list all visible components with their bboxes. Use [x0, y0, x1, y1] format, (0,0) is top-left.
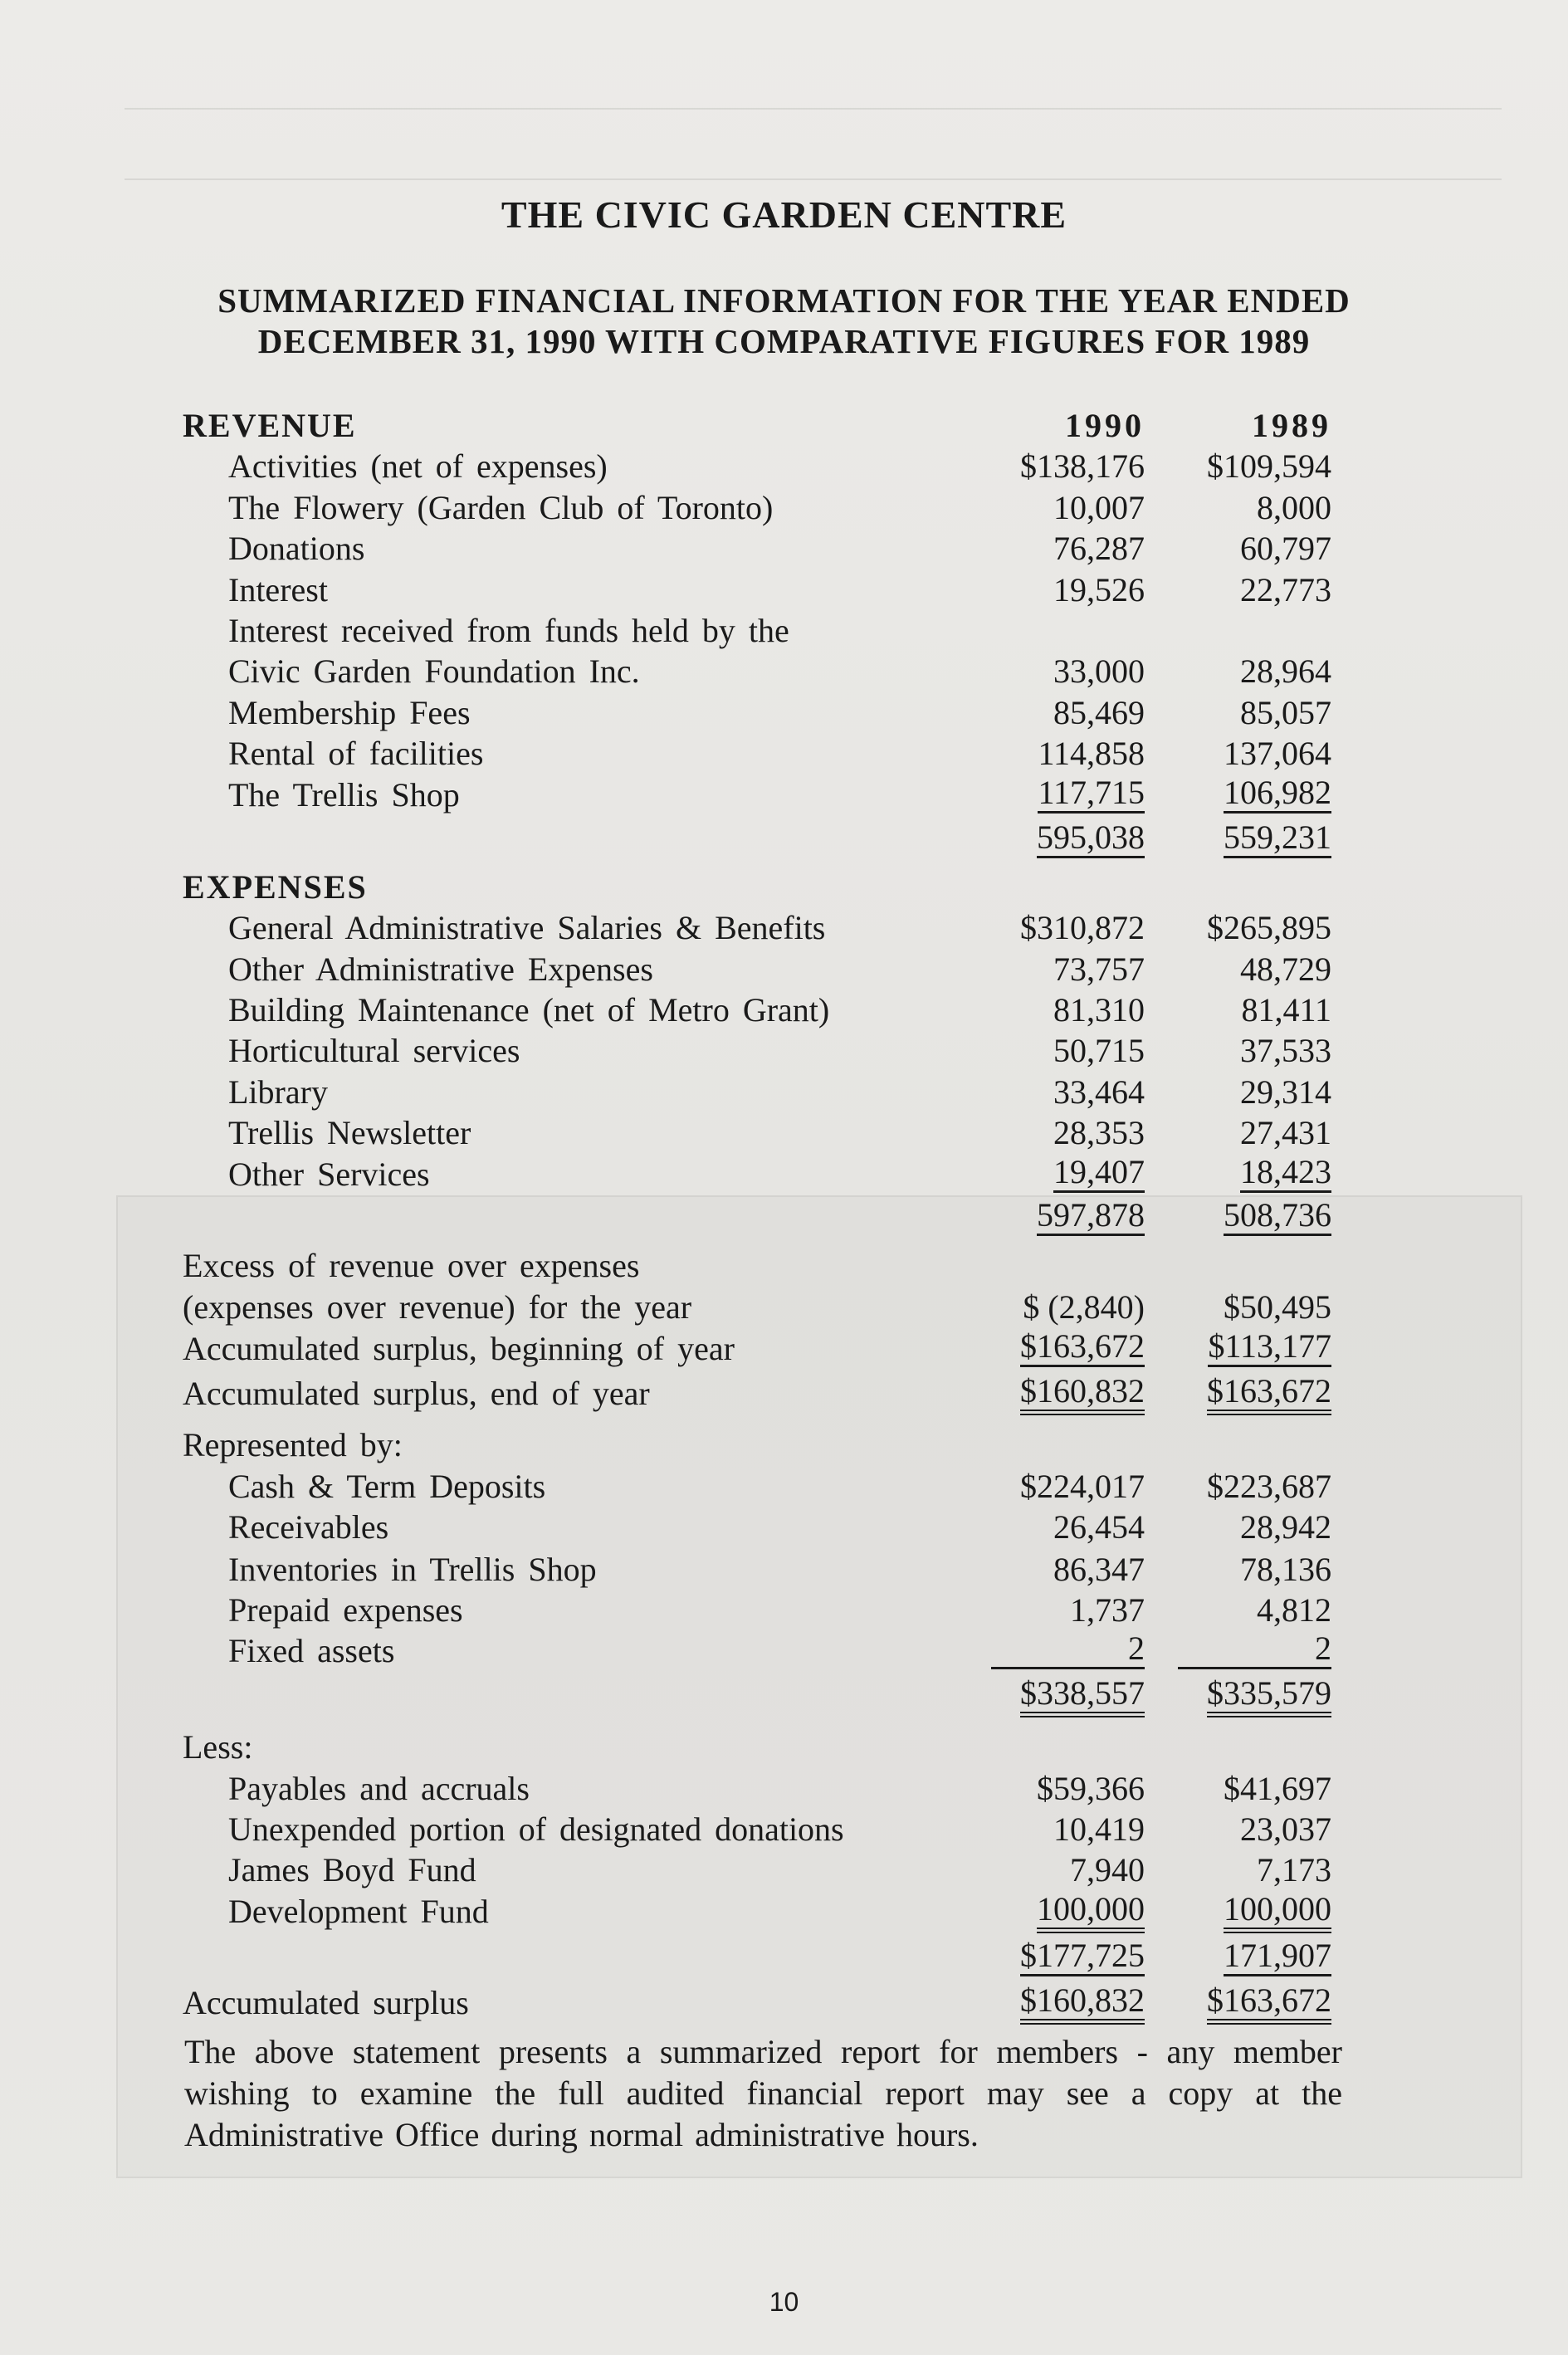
expenses-heading: EXPENSES [183, 868, 368, 906]
row-label: Rental of facilities [228, 735, 484, 772]
less-heading: Less: [183, 1728, 253, 1766]
value-1989: 2 [1178, 1630, 1331, 1669]
surplus-begin-1990: $163,672 [1020, 1328, 1145, 1367]
value-1990: 26,454 [1053, 1508, 1145, 1546]
less-total-1989: 171,907 [1224, 1937, 1331, 1976]
revenue-total-row [0, 819, 1568, 861]
value-1990: $224,017 [1020, 1468, 1145, 1505]
table-row [0, 989, 1568, 1031]
represented-header-row [0, 1424, 1568, 1466]
row-label: Library [228, 1073, 328, 1111]
table-row [0, 1891, 1568, 1932]
table-row [0, 1849, 1568, 1891]
row-label: Development Fund [228, 1893, 489, 1930]
represented-total-row [0, 1675, 1568, 1717]
value-1990: 2 [991, 1630, 1145, 1669]
excess-label-line-1: Excess of revenue over expenses [183, 1247, 640, 1284]
revenue-header-row [0, 405, 1568, 447]
row-label: Building Maintenance (net of Metro Grant) [228, 991, 830, 1028]
row-label: Fixed assets [228, 1632, 395, 1669]
row-label: Payables and accruals [228, 1770, 530, 1807]
value-1990: 33,000 [1053, 652, 1145, 690]
row-label: Interest received from funds held by the [228, 612, 789, 649]
value-1990: 1,737 [1070, 1591, 1145, 1629]
represented-total-1989: $335,579 [1207, 1675, 1331, 1717]
surplus-begin-label: Accumulated surplus, beginning of year [183, 1330, 735, 1367]
table-row [0, 1030, 1568, 1072]
table-row [0, 569, 1568, 611]
row-label: Civic Garden Foundation Inc. [228, 652, 640, 690]
value-1990: 114,858 [1038, 735, 1145, 772]
value-1990: 85,469 [1053, 694, 1145, 731]
value-1990: 81,310 [1053, 991, 1145, 1028]
table-row [0, 1809, 1568, 1850]
revenue-total-1989: 559,231 [1224, 819, 1331, 858]
value-1989: $41,697 [1224, 1770, 1331, 1807]
expenses-header-row [0, 867, 1568, 908]
accumulated-surplus-1990: $160,832 [1020, 1982, 1145, 2025]
value-1989: $265,895 [1207, 909, 1331, 946]
row-label: Interest [228, 571, 328, 608]
excess-row-line-1 [0, 1245, 1568, 1287]
represented-heading: Represented by: [183, 1426, 403, 1463]
excess-row [0, 1287, 1568, 1328]
table-row [0, 1630, 1568, 1672]
represented-total-1990: $338,557 [1020, 1675, 1145, 1717]
value-1989: 85,057 [1240, 694, 1331, 731]
table-row [0, 446, 1568, 487]
value-1989: 29,314 [1240, 1073, 1331, 1111]
value-1990: 117,715 [1038, 774, 1145, 814]
page-title: THE CIVIC GARDEN CENTRE [501, 193, 1067, 236]
value-1990: 19,407 [1053, 1154, 1145, 1193]
expenses-total-row [0, 1197, 1568, 1239]
row-label: Donations [228, 530, 365, 567]
row-label: Trellis Newsletter [228, 1114, 471, 1151]
table-row [0, 1072, 1568, 1113]
row-label: Other Services [228, 1156, 430, 1193]
value-1989: 48,729 [1240, 950, 1331, 988]
revenue-heading: REVENUE [183, 407, 357, 444]
surplus-end-1990: $160,832 [1020, 1373, 1145, 1415]
value-1989: 28,942 [1240, 1508, 1331, 1546]
value-1989: 8,000 [1257, 489, 1331, 526]
value-1989: 137,064 [1224, 735, 1331, 772]
table-row [0, 651, 1568, 692]
value-1989: 37,533 [1240, 1032, 1331, 1069]
less-total-1990: $177,725 [1020, 1937, 1145, 1976]
value-1989: 18,423 [1240, 1154, 1331, 1193]
value-1989: 4,812 [1257, 1591, 1331, 1629]
row-label: Other Administrative Expenses [228, 950, 653, 988]
value-1989: 106,982 [1224, 774, 1331, 814]
page-number: 10 [769, 2287, 799, 2317]
excess-value-1989: $50,495 [1224, 1288, 1331, 1326]
value-1990: 10,419 [1053, 1810, 1145, 1848]
value-1990: 73,757 [1053, 950, 1145, 988]
table-row [0, 1549, 1568, 1590]
excess-label-line-2: (expenses over revenue) for the year [183, 1288, 692, 1326]
value-1990: 19,526 [1053, 571, 1145, 608]
value-1990: $310,872 [1020, 909, 1145, 946]
row-label: Activities (net of expenses) [228, 447, 608, 485]
table-row [0, 1112, 1568, 1154]
surplus-begin-row [0, 1328, 1568, 1370]
value-1989: 7,173 [1257, 1851, 1331, 1888]
row-label: Cash & Term Deposits [228, 1468, 546, 1505]
value-1989: 78,136 [1240, 1551, 1331, 1588]
expenses-total-1989: 508,736 [1224, 1197, 1331, 1236]
value-1989: 23,037 [1240, 1810, 1331, 1848]
row-label: The Trellis Shop [228, 776, 460, 814]
surplus-end-1989: $163,672 [1207, 1373, 1331, 1415]
row-label: Unexpended portion of designated donations [228, 1810, 844, 1848]
accumulated-surplus-row [0, 1982, 1568, 2024]
value-1990: 100,000 [1037, 1891, 1145, 1933]
row-label: General Administrative Salaries & Benefits [228, 909, 826, 946]
expenses-total-1990: 597,878 [1037, 1197, 1145, 1236]
value-1990: $138,176 [1020, 447, 1145, 485]
table-row [0, 610, 1568, 652]
row-label: Receivables [228, 1508, 389, 1546]
value-1990: 10,007 [1053, 489, 1145, 526]
surplus-end-row [0, 1373, 1568, 1414]
table-row [0, 907, 1568, 949]
value-1990: 28,353 [1053, 1114, 1145, 1151]
accumulated-surplus-1989: $163,672 [1207, 1982, 1331, 2025]
less-header-row [0, 1727, 1568, 1768]
value-1989: 81,411 [1241, 991, 1331, 1028]
value-1989: 100,000 [1224, 1891, 1331, 1933]
table-row [0, 487, 1568, 529]
table-row [0, 1154, 1568, 1195]
row-label: Membership Fees [228, 694, 471, 731]
column-header-1989: 1989 [1252, 407, 1331, 444]
row-label: Inventories in Trellis Shop [228, 1551, 597, 1588]
subtitle-line-1: SUMMARIZED FINANCIAL INFORMATION FOR THE YEAR ENDED [217, 281, 1351, 320]
value-1990: 86,347 [1053, 1551, 1145, 1588]
row-label: Horticultural services [228, 1032, 520, 1069]
value-1990: $59,366 [1037, 1770, 1145, 1807]
value-1989: 60,797 [1240, 530, 1331, 567]
value-1990: 76,287 [1053, 530, 1145, 567]
table-row [0, 692, 1568, 734]
revenue-total-1990: 595,038 [1037, 819, 1145, 858]
table-row [0, 1590, 1568, 1631]
value-1989: 22,773 [1240, 571, 1331, 608]
surplus-begin-1989: $113,177 [1208, 1328, 1331, 1367]
row-label: Prepaid expenses [228, 1591, 463, 1629]
less-total-row [0, 1937, 1568, 1979]
footnote-paragraph: The above statement presents a summarized report for members - any member wishing to examine the full audited financial report may see a copy at the Administrative Office during normal administrative hours. [184, 2033, 1342, 2153]
row-label: The Flowery (Garden Club of Toronto) [228, 489, 774, 526]
subtitle-line-2: DECEMBER 31, 1990 WITH COMPARATIVE FIGURES FOR 1989 [257, 322, 1311, 360]
value-1990: 50,715 [1053, 1032, 1145, 1069]
value-1990: 7,940 [1070, 1851, 1145, 1888]
value-1990: 33,464 [1053, 1073, 1145, 1111]
value-1989: 27,431 [1240, 1114, 1331, 1151]
surplus-end-label: Accumulated surplus, end of year [183, 1375, 650, 1412]
table-row [0, 528, 1568, 569]
value-1989: $109,594 [1207, 447, 1331, 485]
show-through-rule [125, 178, 1502, 180]
table-row [0, 733, 1568, 774]
table-row [0, 949, 1568, 990]
value-1989: $223,687 [1207, 1468, 1331, 1505]
accumulated-surplus-label: Accumulated surplus [183, 1984, 469, 2021]
column-header-1990: 1990 [1065, 407, 1145, 444]
table-row [0, 1507, 1568, 1548]
excess-value-1990: $ (2,840) [1023, 1288, 1145, 1326]
table-row [0, 1768, 1568, 1810]
table-row [0, 1466, 1568, 1507]
value-1989: 28,964 [1240, 652, 1331, 690]
show-through-rule [125, 108, 1502, 110]
row-label: James Boyd Fund [228, 1851, 476, 1888]
table-row [0, 774, 1568, 816]
